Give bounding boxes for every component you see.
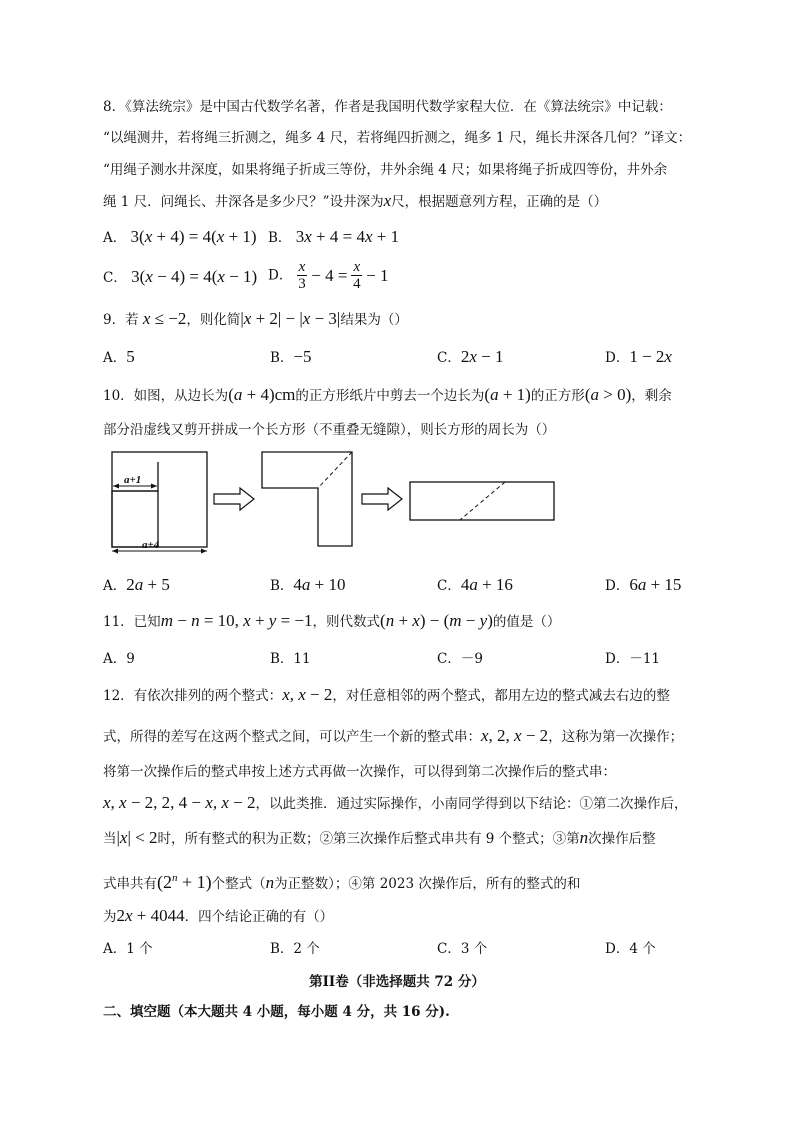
q12-option-d[interactable]: D．4 个 bbox=[605, 941, 656, 957]
q12-line1: 12．有依次排列的两个整式：x, x − 2，对任意相邻的两个整式，都用左边的整式减去右边的整 bbox=[103, 685, 670, 704]
arrow-right-2 bbox=[362, 488, 402, 510]
q11-stem: 11．已知m − n = 10, x + y = −1，则代数式(n + x) − (m − y)的值是（） bbox=[103, 611, 561, 630]
q9-stem: 9．若 x ≤ −2，则化简|x + 2| − |x − 3|结果为（） bbox=[103, 309, 408, 328]
q10-option-c[interactable]: C．4a + 16 bbox=[437, 575, 513, 594]
q10-condition: (a > 0) bbox=[584, 385, 632, 404]
q8-stem-line3: “用绳子测水井深度，如果将绳子折成三等份，井外余绳 4 尺；如果将绳子折成四等份，井外余 bbox=[103, 162, 668, 178]
q11-option-b[interactable]: B．11 bbox=[270, 651, 311, 667]
q10-stem-line1: 10．如图，从边长为(a + 4)cm的正方形纸片中剪去一个边长为(a + 1)的正方形(a > 0)，剩余 bbox=[103, 385, 672, 404]
l-shape bbox=[262, 452, 352, 546]
q12-option-c[interactable]: C．3 个 bbox=[437, 941, 488, 957]
q9-condition: x ≤ −2 bbox=[142, 309, 187, 328]
q11-expression: (n + x) − (m − y) bbox=[380, 611, 493, 630]
outer-square bbox=[112, 452, 207, 547]
part-ii-title: 第II卷（非选择题共 72 分） bbox=[309, 974, 485, 990]
fill-in-blank-heading: 二、填空题（本大题共 4 小题，每小题 4 分，共 16 分). bbox=[103, 1004, 450, 1020]
q9-option-c[interactable]: C．2x − 1 bbox=[437, 347, 504, 366]
label-a-plus-1: a+1 bbox=[124, 474, 142, 486]
q8-stem-line1: 8．《算法统宗》是中国古代数学名著，作者是我国明代数学家程大位．在《算法统宗》中记载： bbox=[103, 99, 672, 115]
q8-option-d[interactable]: D． x 3 − 4 = $\frac{x}{4}$ − 1 bbox=[268, 259, 389, 292]
q10-option-d[interactable]: D．6a + 15 bbox=[605, 575, 682, 594]
q8-option-b-formula: 3x + 4 = 4x + 1 bbox=[295, 227, 400, 246]
q12-line5: 当|x| < 2时，所有整式的积为正数；②第三次操作后整式串共有 9 个整式；③第n次操作后整 bbox=[103, 828, 656, 847]
q12-line3: 将第一次操作后的整式串按上述方式再做一次操作，可以得到第二次操作后的整式串： bbox=[103, 764, 616, 780]
q9-expression: |x + 2| − |x − 3| bbox=[240, 309, 341, 328]
q8-option-a-formula: 3(x + 4) = 4(x + 1) bbox=[130, 227, 257, 246]
q10-option-a[interactable]: A．2a + 5 bbox=[103, 575, 170, 594]
q9-option-b[interactable]: B．−5 bbox=[270, 347, 312, 366]
q10-figure bbox=[100, 448, 570, 560]
q8-stem-line4: 绳 1 尺．问绳长、井深各是多少尺？”设井深为x尺，根据题意列方程，正确的是（） bbox=[103, 191, 608, 210]
q8-option-d-formula: x 3 − 4 = $\frac{x}{4}$ − 1 bbox=[298, 259, 389, 292]
label-a-plus-4: a+4 bbox=[142, 539, 160, 551]
q12-line7: 为2x + 4044．四个结论正确的有（） bbox=[103, 906, 334, 925]
q10-stem-line2: 部分沿虚线又剪开拼成一个长方形（不重叠无缝隙），则长方形的周长为（） bbox=[103, 422, 556, 438]
q8-option-b[interactable]: B． 3x + 4 = 4x + 1 bbox=[268, 227, 400, 246]
q8-stem-line2: “以绳测井，若将绳三折测之，绳多 4 尺，若将绳四折测之，绳多 1 尺，绳长井深各几何？”译文： bbox=[103, 130, 692, 146]
q12-line6: 式串共有$(2^n + 1)$个整式（n为正整数）；④第 2023 次操作后，所有的整式的和 bbox=[103, 872, 581, 892]
q8-option-c[interactable]: C． 3(x − 4) = 4(x − 1) bbox=[103, 267, 258, 286]
q10-option-b[interactable]: B．4a + 10 bbox=[270, 575, 346, 594]
q12-line2: 式，所得的差写在这两个整式之间，可以产生一个新的整式串：x, 2, x − 2，这称为第一次操作； bbox=[103, 726, 684, 745]
q8-option-c-formula: 3(x − 4) = 4(x − 1) bbox=[131, 267, 258, 286]
q9-option-a[interactable]: A．5 bbox=[103, 347, 135, 366]
q11-option-c[interactable]: C．－9 bbox=[437, 651, 483, 667]
q12-option-b[interactable]: B．2 个 bbox=[270, 941, 320, 957]
q11-option-a[interactable]: A．9 bbox=[103, 651, 135, 667]
q8-option-a[interactable]: A． 3(x + 4) = 4(x + 1) bbox=[103, 227, 257, 246]
q10-inner-side: (a + 1) bbox=[484, 385, 531, 404]
q12-line4: x, x − 2, 2, 4 − x, x − 2，以此类推．通过实际操作，小南同学得到以下结论：①第二次操作后， bbox=[103, 793, 688, 812]
q12-option-a[interactable]: A．1 个 bbox=[103, 941, 153, 957]
q11-given: m − n = 10, x + y = −1 bbox=[160, 611, 313, 630]
arrow-right-1 bbox=[214, 488, 254, 510]
q9-option-d[interactable]: D．1 − 2x bbox=[605, 347, 672, 366]
q11-option-d[interactable]: D．－11 bbox=[605, 651, 661, 667]
q10-side-length: (a + 4)cm bbox=[228, 385, 296, 404]
